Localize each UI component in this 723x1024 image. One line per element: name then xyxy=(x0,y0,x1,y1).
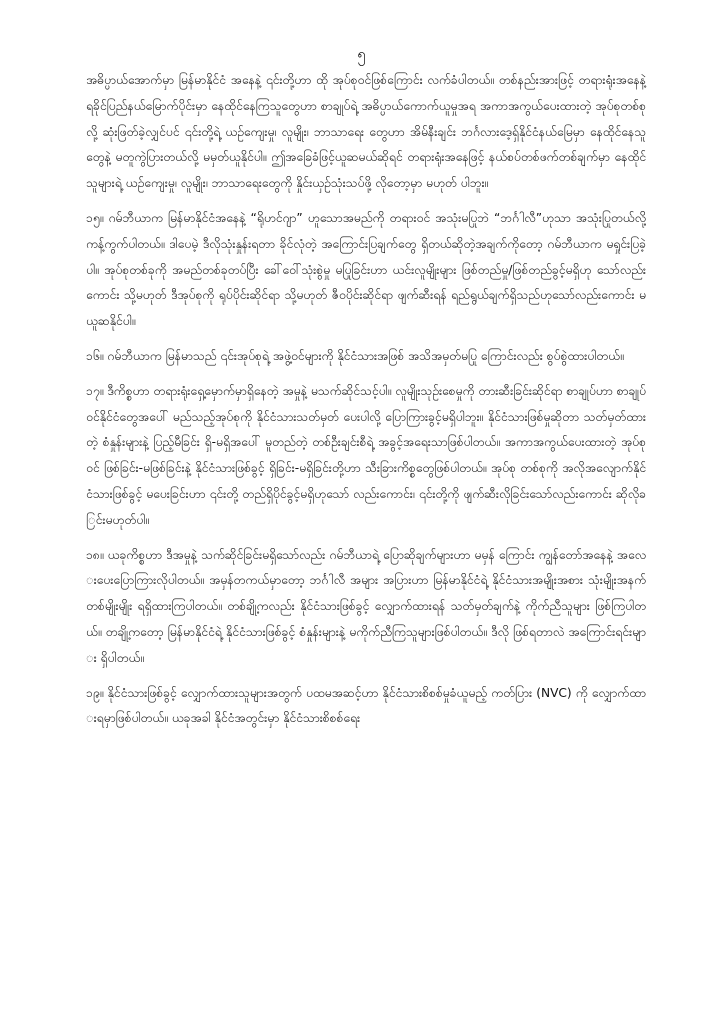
paragraph-15: ၁၅။ ဂမ်ဘီယာက မြန်မာနိုင်ငံအနေနဲ့ “ရိုဟင်ဂျာ” ဟူသောအမည်ကို တရားဝင် အသုံးမပြုဘဲ “ဘင်္ဂါလီ”ဟုသာ အသုံးပြုတယ်လို့ ကန့်ကွက်ပါတယ်။ ဒါပေမဲ့ ဒီလိုသုံးနှုန်းရတာ ခိုင်လုံတဲ့ အကြောင်းပြချက်တွေ ရှိတယ်ဆိုတဲ့အချက်ကိုတော့ ဂမ်ဘီယာက မရှုင်းပြခဲ့ပါ။ အုပ်စုတစ်ခုကို အမည်တစ်ခုတပ်ပြီး ခေါ်ဝေါ်သုံးစွဲမှု မပြုခြင်းဟာ ယင်းလူမျိုးများ ဖြစ်တည်မှု/ဖြစ်တည်ခွင့်မရှိဟု သော်လည်းကောင်း သို့မဟုတ် ဒီအုပ်စုကို ရုပ်ပိုင်းဆိုင်ရာ သို့မဟုတ် ဇီဝပိုင်းဆိုင်ရာ ဖျက်ဆီးရန် ရည်ရွယ်ချက်ရှိသည်ဟုသော်လည်းကောင်း မယူဆနိုင်ပါ။ xyxy=(86,210,646,329)
paragraph-intro-continuation: အဓိပ္ပာယ်အောက်မှာ မြန်မာနိုင်ငံ အနေနဲ့ ၎င်းတို့ဟာ ထို အုပ်စုဝင်ဖြစ်ကြောင်း လက်ခံပါတယ်။ တစ်နည်းအားဖြင့် တရားရုံးအနေနဲ့ ရခိုင်ပြည်နယ်မြောက်ပိုင်းမှာ နေထိုင်နေကြသူတွေဟာ စာချုပ်ရဲ့ အဓိပ္ပာယ်ကောက်ယူမှုအရ အကာအကွယ်ပေးထားတဲ့ အုပ်စုတစ်စုလို့ ဆုံးဖြတ်ခဲ့လျှင်ပင် ၎င်းတို့ရဲ့ ယဉ်ကျေးမှု၊ လူမျိုး၊ ဘာသာရေး တွေဟာ အိမ်နီးချင်း ဘင်္ဂလားဒေ့ရှ်နိုင်ငံနယ်မြေမှာ နေထိုင်နေသူတွေနဲ့ မတူကွဲပြားတယ်လို့ မမှတ်ယူနိုင်ပါ။ ဤအခြေခံဖြင့်ယူဆမယ်ဆိုရင် တရားရုံးအနေဖြင့် နယ်စပ်တစ်ဖက်တစ်ချက်မှာ နေထိုင်သူများရဲ့ ယဉ်ကျေးမှု၊ လူမျိုး၊ ဘာသာရေးတွေကို နှိုင်းယှဉ်သုံးသပ်ဖို့ လိုတော့မှာ မဟုတ် ပါဘူး။ xyxy=(86,73,646,191)
page-number: ၅ xyxy=(357,45,366,63)
document-body xyxy=(86,68,646,741)
paragraph-17: ၁၇။ ဒီကိစ္စဟာ တရားရုံးရှေ့မှောက်မှာရှိနေတဲ့ အမှုနဲ့ မသက်ဆိုင်သင့်ပါ။ လူမျိုးသုဉ်းစေမှုကို တားဆီးခြင်းဆိုင်ရာ စာချုပ်ဟာ စာချုပ်ဝင်နိုင်ငံတွေအပေါ် မည်သည့်အုပ်စုကို နိုင်ငံသားသတ်မှတ် ပေးပါလို့ ပြောကြားခွင့်မရှိပါဘူး။ နိုင်ငံသားဖြစ်မှုဆိုတာ သတ်မှတ်ထားတဲ့ စံနှုန်းများနဲ့ ပြည့်မီခြင်း ရှိ-မရှိအပေါ် မူတည်တဲ့ တစ်ဦးချင်းစီရဲ့ အခွင့်အရေးသာဖြစ်ပါတယ်။ အကာအကွယ်ပေးထားတဲ့ အုပ်စု ဝင် ဖြစ်ခြင်း-မဖြစ်ခြင်းနဲ့ နိုင်ငံသားဖြစ်ခွင့် ရှိခြင်း-မရှိခြင်းတို့ဟာ သီးခြားကိစ္စတွေဖြစ်ပါတယ်။ အုပ်စု တစ်စုကို အလိုအလျောက်နိုင်ငံသားဖြစ်ခွင့် မပေးခြင်းဟာ ၎င်းတို့ တည်ရှိပိုင်ခွင့်မရှိဟုသော် လည်းကောင်း၊ ၎င်းတို့ကို ဖျက်ဆီးလိုခြင်းသော်လည်းကောင်း ဆိုလိုခြင်းမဟုတ်ပါ။ xyxy=(86,383,646,527)
paragraph-16: ၁၆။ ဂမ်ဘီယာက မြန်မာသည် ၎င်းအုပ်စုရဲ့ အဖွဲ့ဝင်များကို နိုင်ငံသားအဖြစ် အသိအမှတ်မပြု ကြောင်းလည်း စွပ်စွဲထားပါတယ်။ xyxy=(86,348,624,363)
paragraph-18: ၁၈။ ယခုကိစ္စဟာ ဒီအမှုနဲ့ သက်ဆိုင်ခြင်းမရှိသော်လည်း ဂမ်ဘီယာရဲ့ ပြောဆိုချက်များဟာ မမှန် ကြောင်း ကျွန်တော်အနေနဲ့ အလေးပေးပြောကြားလိုပါတယ်။ အမှန်တကယ်မှာတော့ ဘင်္ဂါလီ အများ အပြားဟာ မြန်မာနိုင်ငံရဲ့ နိုင်ငံသားအမျိုးအစား သုံးမျိုးအနက် တစ်မျိုးမျိုး ရရှိထားကြပါတယ်။ တစ်ချို့ကလည်း နိုင်ငံသားဖြစ်ခွင့် လျှောက်ထားရန် သတ်မှတ်ချက်နဲ့ ကိုက်ညီသူများ ဖြစ်ကြပါတယ်။ တချို့ကတော့ မြန်မာနိုင်ငံရဲ့ နိုင်ငံသားဖြစ်ခွင့် စံနှုန်းများနဲ့ မကိုက်ညီကြသူများဖြစ်ပါတယ်။ ဒီလို ဖြစ်ရတာလဲ အကြောင်းရင်းများ ရှိပါတယ်။ xyxy=(86,547,646,665)
paragraph-19: ၁၉။ နိုင်ငံသားဖြစ်ခွင့် လျှောက်ထားသူများအတွက် ပထမအဆင့်ဟာ နိုင်ငံသားစိစစ်မှုခံယူမည့် ကတ်ပြား (NVC) ကို လျှောက်ထားရမှာဖြစ်ပါတယ်။ ယခုအခါ နိုင်ငံအတွင်းမှာ နိုင်ငံသားစိစစ်ရေး xyxy=(86,685,646,726)
